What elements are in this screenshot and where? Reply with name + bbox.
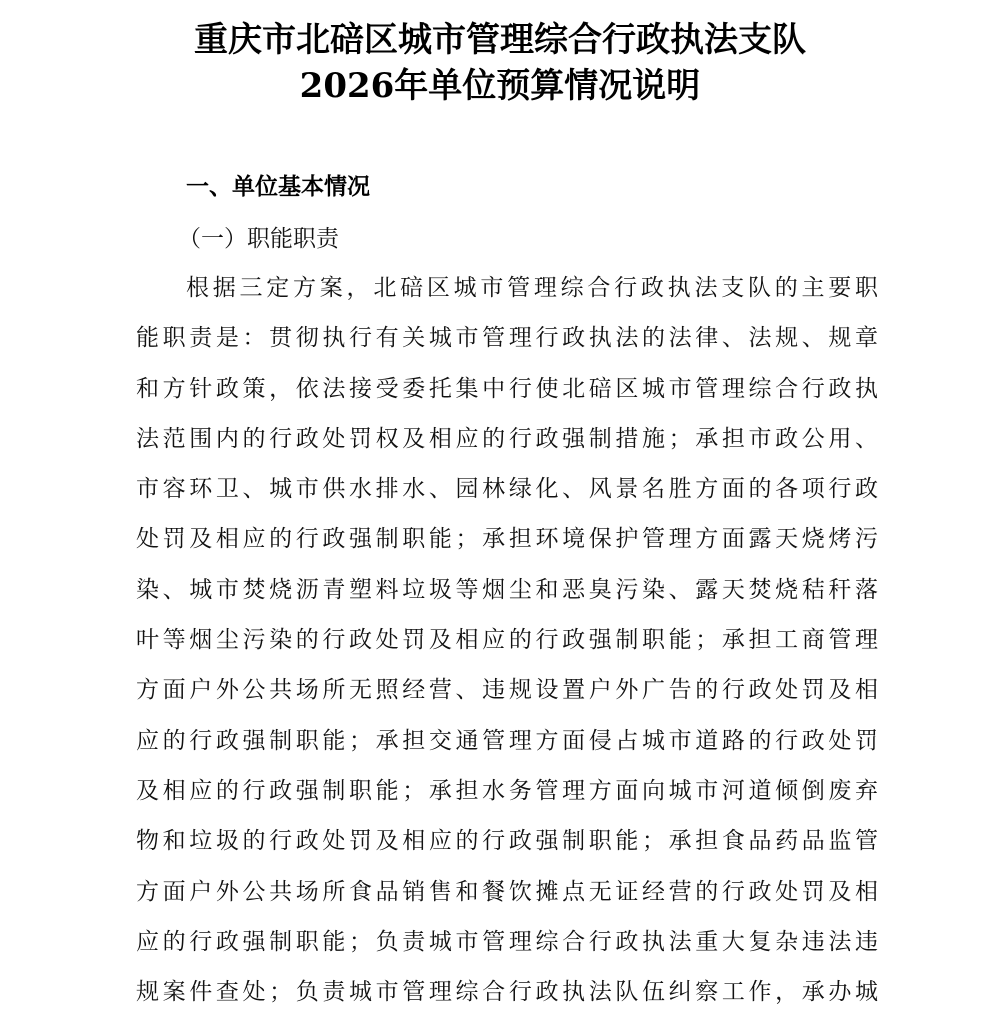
body-line: 染、城市焚烧沥青塑料垃圾等烟尘和恶臭污染、露天焚烧秸秆落 (136, 576, 878, 603)
body-line: 方面户外公共场所食品销售和餐饮摊点无证经营的行政处罚及相 (136, 878, 878, 905)
title-line-2: 2026年单位预算情况说明 (299, 66, 701, 106)
body-line: 叶等烟尘污染的行政处罚及相应的行政强制职能；承担工商管理 (136, 627, 878, 654)
subsection-heading: （一）职能职责 (178, 226, 339, 252)
body-line: 及相应的行政强制职能；承担水务管理方面向城市河道倾倒废弃 (136, 777, 878, 804)
body-line: 应的行政强制职能；负责城市管理综合行政执法重大复杂违法违 (136, 928, 878, 955)
body-line: 市容环卫、城市供水排水、园林绿化、风景名胜方面的各项行政 (136, 476, 878, 503)
section-heading: 一、单位基本情况 (186, 174, 370, 200)
body-line: 方面户外公共场所无照经营、违规设置户外广告的行政处罚及相 (136, 677, 878, 704)
body-line: 应的行政强制职能；承担交通管理方面侵占城市道路的行政处罚 (136, 727, 878, 754)
body-line: 物和垃圾的行政处罚及相应的行政强制职能；承担食品药品监管 (136, 828, 878, 855)
body-line: 和方针政策，依法接受委托集中行使北碚区城市管理综合行政执 (136, 375, 878, 402)
body-line: 规案件查处；负责城市管理综合行政执法队伍纠察工作，承办城 (136, 979, 878, 1006)
body-line: 能职责是：贯彻执行有关城市管理行政执法的法律、法规、规章 (136, 325, 878, 352)
body-line: 根据三定方案，北碚区城市管理综合行政执法支队的主要职 (186, 275, 878, 301)
title-line-1: 重庆市北碚区城市管理综合行政执法支队 (194, 20, 806, 60)
body-line: 处罚及相应的行政强制职能；承担环境保护管理方面露天烧烤污 (136, 526, 878, 553)
body-line: 法范围内的行政处罚权及相应的行政强制措施；承担市政公用、 (136, 425, 878, 452)
body-paragraph (136, 268, 878, 1022)
